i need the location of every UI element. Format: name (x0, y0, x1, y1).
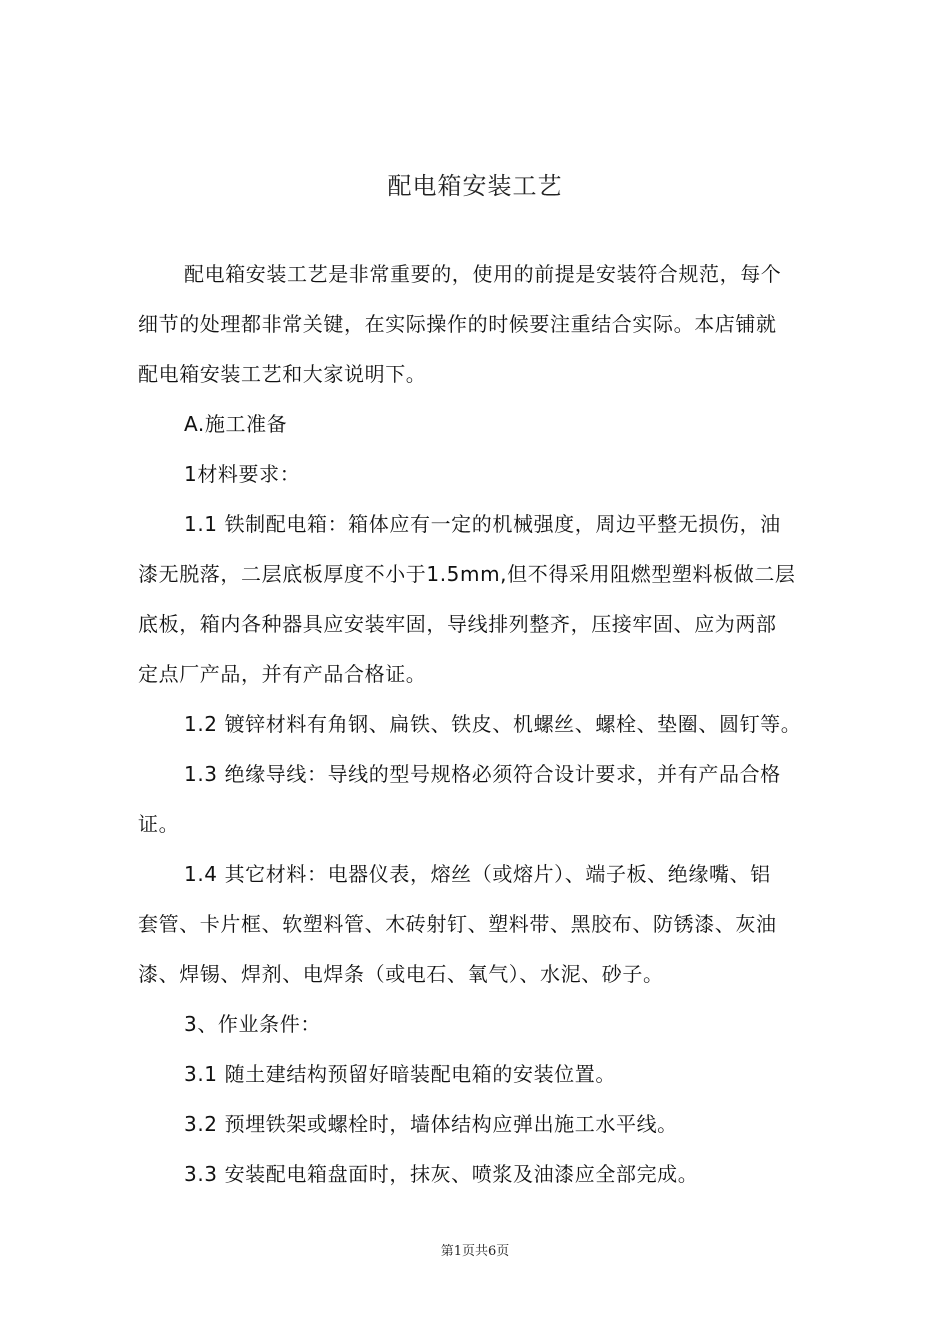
paragraph-line: 3.3 安装配电箱盘面时，抹灰、喷浆及油漆应全部完成。 (184, 1162, 699, 1186)
paragraph-line: 配电箱安装工艺和大家说明下。 (138, 362, 427, 386)
paragraph-line: 1.3 绝缘导线：导线的型号规格必须符合设计要求，并有产品合格 (184, 762, 781, 786)
paragraph-line: 1.4 其它材料：电器仪表，熔丝（或熔片）、端子板、绝缘嘴、铝 (184, 862, 771, 886)
section-heading: A.施工准备 (184, 412, 288, 436)
paragraph-line: 漆、焊锡、焊剂、电焊条（或电石、氧气）、水泥、砂子。 (138, 962, 664, 986)
paragraph-line: 3.2 预埋铁架或螺栓时，墙体结构应弹出施工水平线。 (184, 1112, 678, 1136)
paragraph-line: 细节的处理都非常关键，在实际操作的时候要注重结合实际。本店铺就 (138, 312, 777, 336)
paragraph-line: 配电箱安装工艺是非常重要的，使用的前提是安装符合规范，每个 (184, 262, 782, 286)
paragraph-line: 套管、卡片框、软塑料管、木砖射钉、塑料带、黑胶布、防锈漆、灰油 (138, 912, 777, 936)
paragraph-line: 1.1 铁制配电箱：箱体应有一定的机械强度，周边平整无损伤，油 (184, 512, 781, 536)
subsection-heading: 1材料要求： (184, 462, 301, 486)
paragraph-line: 1.2 镀锌材料有角钢、扁铁、铁皮、机螺丝、螺栓、垫圈、圆钉等。 (184, 712, 802, 736)
page-footer: 第1页共6页 (440, 1244, 510, 1259)
paragraph-line: 3.1 随土建结构预留好暗装配电箱的安装位置。 (184, 1062, 616, 1086)
paragraph-line: 证。 (138, 812, 180, 836)
subsection-heading: 3、作业条件： (184, 1012, 321, 1036)
paragraph-line: 定点厂产品，并有产品合格证。 (138, 662, 427, 686)
document-title: 配电箱安装工艺 (387, 172, 563, 200)
paragraph-line: 底板，箱内各种器具应安装牢固，导线排列整齐，压接牢固、应为两部 (138, 612, 777, 636)
paragraph-line: 漆无脱落，二层底板厚度不小于1.5mm,但不得采用阻燃型塑料板做二层 (138, 562, 796, 586)
